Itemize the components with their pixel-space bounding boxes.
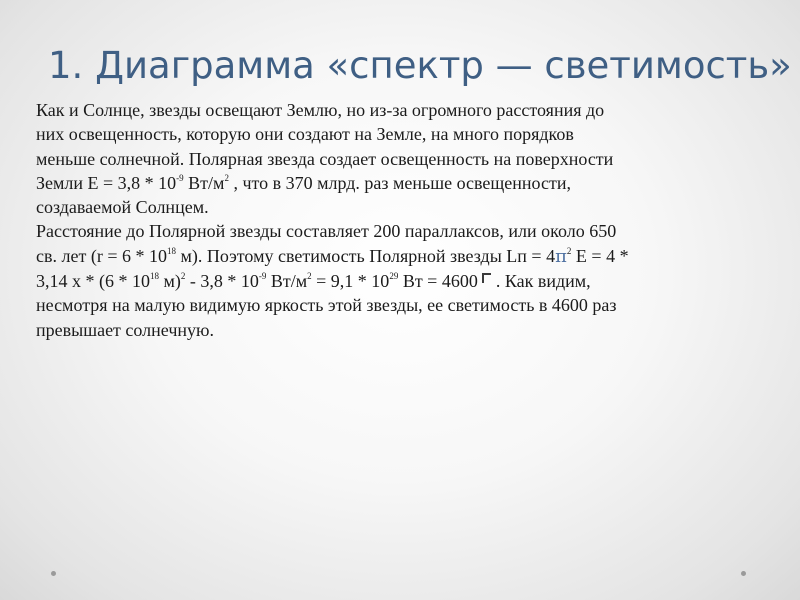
text-fragment: - 3,8 * 10 bbox=[185, 271, 259, 292]
text-fragment: Вт/м bbox=[266, 271, 308, 292]
superscript: 2 bbox=[180, 271, 186, 282]
superscript: 18 bbox=[150, 271, 159, 282]
text-line bbox=[36, 246, 629, 266]
text-line: Расстояние до Полярной звезды составляет 200 параллаксов, или около 650 bbox=[36, 221, 617, 242]
text-line: меньше солнечной. Полярная звезда создает освещенность на поверхности bbox=[36, 148, 614, 169]
text-fragment: = 9,1 * 10 bbox=[311, 271, 390, 292]
slide-title: 1. Диаграмма «спектр — светимость» bbox=[48, 44, 792, 87]
text-fragment: м) bbox=[159, 271, 181, 292]
slide-body bbox=[36, 98, 756, 342]
text-line: превышает солнечную. bbox=[36, 319, 214, 340]
superscript: 18 bbox=[166, 245, 176, 256]
superscript: 29 bbox=[389, 271, 399, 282]
superscript: 2 bbox=[566, 245, 572, 256]
pi-symbol: π bbox=[555, 245, 567, 267]
text-fragment: E = 4 * bbox=[571, 245, 629, 266]
text-line: них освещенность, которую они создают на Земле, на много порядков bbox=[36, 124, 574, 145]
text-fragment: м). Поэтому светимость Полярной звезды Lп = 4 bbox=[175, 245, 556, 266]
text-fragment: Вт/м bbox=[183, 172, 225, 193]
text-fragment: св. лет (r = 6 * 10 bbox=[36, 245, 167, 266]
text-fragment: , что в 370 млрд. раз меньше освещенности, bbox=[228, 172, 571, 193]
text-line: несмотря на малую видимую яркость этой звезды, ее светимость в 4600 раз bbox=[36, 295, 617, 316]
text-line bbox=[36, 271, 591, 291]
superscript: -9 bbox=[258, 271, 267, 282]
text-line: Как и Солнце, звезды освещают Землю, но из-за огромного расстояния до bbox=[36, 100, 605, 120]
text-fragment: . Как видим, bbox=[491, 271, 591, 292]
text-fragment: Вт = 4600 bbox=[398, 271, 483, 292]
superscript: 2 bbox=[307, 271, 312, 282]
paragraph-illumination bbox=[36, 98, 756, 219]
corner-dot-icon bbox=[51, 571, 56, 576]
solar-luminosity-icon bbox=[482, 273, 491, 283]
text-line bbox=[36, 173, 571, 193]
superscript: 2 bbox=[224, 172, 229, 183]
text-fragment: 3,14 х * (6 * 10 bbox=[36, 271, 150, 292]
text-fragment: Земли E = 3,8 * 10 bbox=[36, 172, 177, 193]
corner-dot-icon bbox=[741, 571, 746, 576]
text-line: создаваемой Солнцем. bbox=[36, 197, 209, 218]
paragraph-distance bbox=[36, 219, 756, 341]
superscript: -9 bbox=[176, 172, 184, 183]
